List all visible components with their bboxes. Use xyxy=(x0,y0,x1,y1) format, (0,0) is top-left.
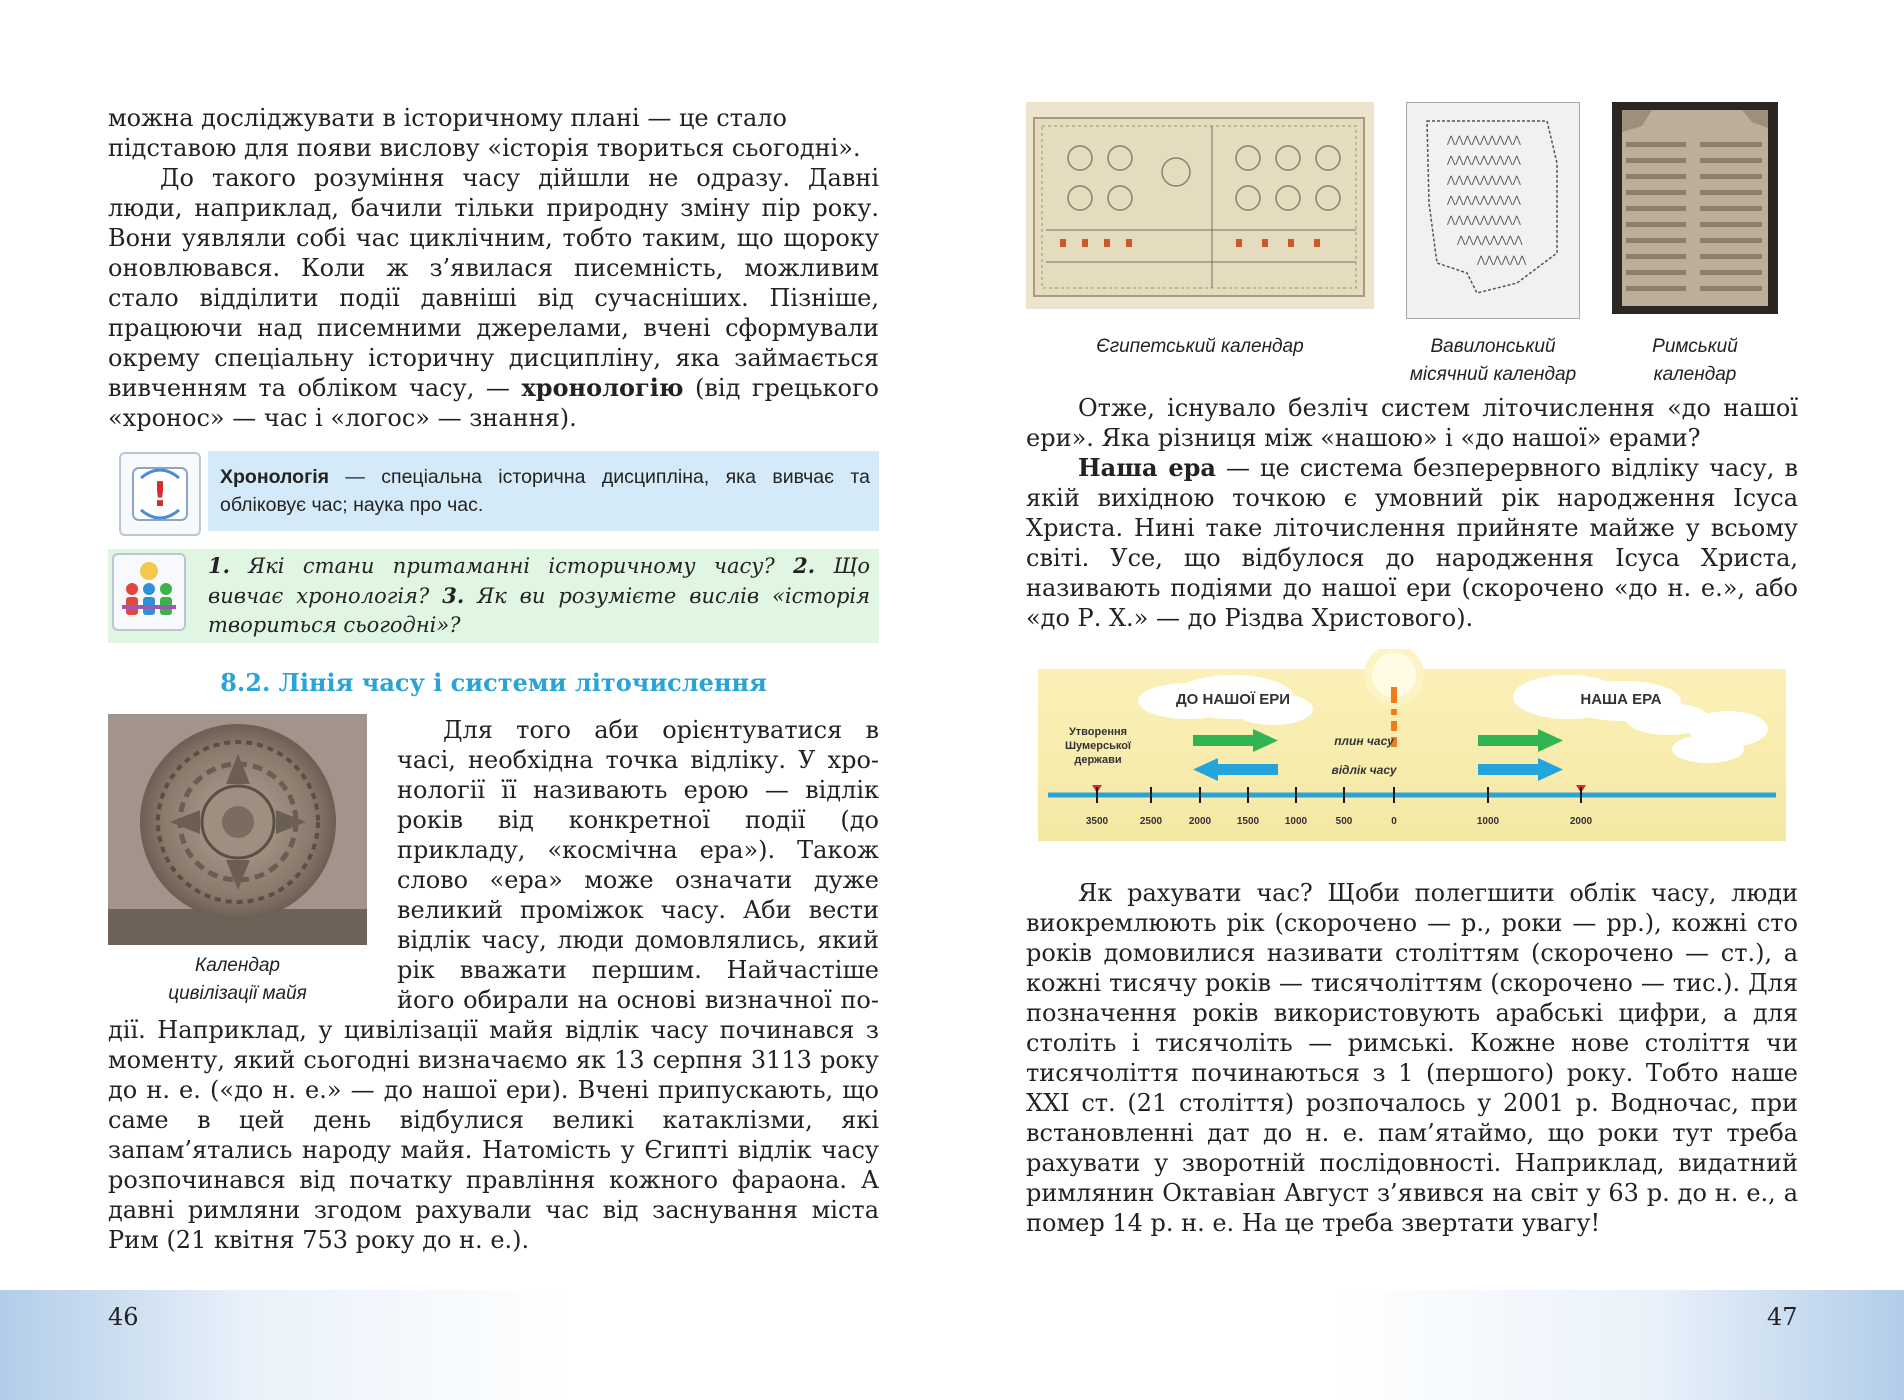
roman-caption-line-2: календар xyxy=(1653,364,1737,385)
question-2-number: 2. xyxy=(793,553,816,578)
right-page xyxy=(952,0,1904,1400)
side-line-1: Для того аби орієнтуватися в xyxy=(443,716,879,744)
page-number-left: 46 xyxy=(108,1303,139,1331)
section-heading: 8.2. Лінія часу і системи літочислення xyxy=(220,668,767,697)
side-line-4: років від конкретної події (до xyxy=(397,806,879,834)
intro-line-2: підставою для появи вислову «історія твориться сьогодні». xyxy=(108,134,861,162)
intro-line-1: можна досліджувати в історичному плані — це стало xyxy=(108,104,787,132)
question-3-number: 3. xyxy=(442,583,465,608)
maya-calendar-image xyxy=(108,714,367,945)
era-side-text xyxy=(397,715,879,1015)
egyptian-calendar-caption: Єгипетський календар xyxy=(1096,336,1304,357)
maya-caption-line-2: цивілізації майя xyxy=(168,983,307,1004)
definition-icon xyxy=(119,452,201,536)
roman-calendar-image xyxy=(1612,102,1778,314)
timeline-tick-label: 3500 xyxy=(1085,816,1109,827)
babylonian-caption-line-1: Вавилонський xyxy=(1430,336,1556,357)
side-line-6: слово «ера» може означати дуже xyxy=(397,866,879,894)
side-line-2: часі, необхідна точка відліку. У хро- xyxy=(397,746,879,774)
roman-calendar-caption xyxy=(1612,333,1778,389)
timeline-label-flow: плин часу xyxy=(1334,734,1394,748)
timeline-tick-label: 2500 xyxy=(1139,816,1163,827)
svg-text:!: ! xyxy=(152,475,168,515)
question-2: Що вивчає хронологія? xyxy=(208,554,870,608)
era-question-paragraph: Отже, існувало безліч систем літочислення «до нашої ери». Яка різниця між «нашою» і «до нашої» ерами? xyxy=(1026,394,1798,452)
side-line-9: рік вважати першим. Найчастіше xyxy=(397,956,879,984)
side-line-7: великий проміжок часу. Аби вести xyxy=(397,896,879,924)
timeline-label-bc: ДО НАШОЇ ЕРИ xyxy=(1175,691,1291,708)
intro-text xyxy=(108,103,879,433)
era-text xyxy=(1026,393,1798,633)
babylonian-calendar-image xyxy=(1406,102,1580,319)
svg-text:⋀⋀⋀⋀⋀⋀⋀⋀⋀: ⋀⋀⋀⋀⋀⋀⋀⋀⋀ xyxy=(1447,195,1521,206)
paragraph-text: До такого розуміння часу дійшли не одразу. Давні люди, наприклад, бачили тільки природну зміну пір року. Вони уявляли собі час циклічним, тобто таким, що щороку оновлювався. Коли ж з’явилася писемність, можливим стало відділити події давніші від сучасніших. Пізніше, працюючи над писемними джерелами, вчені сформували окрему спеціальну історичну дисципліну, яка займається вивченням та обліком часу, — xyxy=(108,164,879,402)
roman-caption-line-1: Римський xyxy=(1652,336,1738,357)
timeline-label-count: відлік часу xyxy=(1331,763,1397,777)
maya-era-paragraph: дії. Наприклад, у цивілізації майя відлік часу починався з моменту, який сьогодні визначаємо як 13 серпня 3113 року до н. е. («до н. е.» — до нашої ери). Вчені припускають, що саме в цей день відбулися великі катаклізми, які запам’ятались народу майя. Натомість у Єгипті відлік часу розпочинався від початку правління кожного фараона. А давні римляни згодом рахували час від заснування міста Рим (21 квітня 753 року до н. е.). xyxy=(108,1016,879,1254)
timeline-tick-label: 500 xyxy=(1335,816,1353,827)
paragraph-text-end: (від грецького «хронос» — час і «логос» — знання). xyxy=(108,374,879,432)
question-1-number: 1. xyxy=(208,553,230,578)
babylonian-calendar-caption xyxy=(1382,333,1604,389)
side-line-10: його обирали на основі визначної по- xyxy=(397,986,879,1014)
timeline-tick-label: 1500 xyxy=(1236,816,1260,827)
definition-term: Хронологія xyxy=(220,466,329,488)
timeline-tick-label: 2000 xyxy=(1569,816,1593,827)
svg-text:⋀⋀⋀⋀⋀⋀⋀⋀⋀: ⋀⋀⋀⋀⋀⋀⋀⋀⋀ xyxy=(1447,155,1521,166)
egyptian-calendar-image xyxy=(1026,102,1374,309)
definition-text xyxy=(220,463,870,519)
side-line-8: відлік часу, люди домовлялись, який xyxy=(397,926,879,954)
svg-text:⋀⋀⋀⋀⋀⋀: ⋀⋀⋀⋀⋀⋀ xyxy=(1477,255,1527,266)
timeline-label-sumer-2: Шумерської xyxy=(1064,740,1132,752)
svg-text:⋀⋀⋀⋀⋀⋀⋀⋀⋀: ⋀⋀⋀⋀⋀⋀⋀⋀⋀ xyxy=(1447,135,1521,146)
timeline-label-sumer-1: Утворення xyxy=(1068,726,1128,738)
timeline-tick-label: 0 xyxy=(1391,816,1397,827)
timeline-label-sumer-3: держави xyxy=(1074,754,1122,766)
timeline-tick-label: 1000 xyxy=(1476,816,1500,827)
maya-caption-line-1: Календар xyxy=(195,955,280,976)
timeline-tick-label: 1000 xyxy=(1284,816,1308,827)
questions-icon xyxy=(112,553,186,631)
timeline-diagram xyxy=(1038,649,1786,841)
our-era-paragraph xyxy=(1026,453,1798,633)
question-3: Як ви розумієте вислів «історія твориться сьогодні»? xyxy=(208,584,871,637)
side-line-5: прикладу, «космічна ера»). Також xyxy=(397,836,879,864)
time-counting-paragraph: Як рахувати час? Щоби полегшити облік часу, люди виокремлюють рік (скорочено — р., роки — рр.), кожні сто років домовилися називати століттям (скорочено — ст.), а кожні тисячу років — тисячоліттям (скорочено — тис.). Для позначення років використовують арабські цифри, а для століть і тисячоліть — римські. Кожне нове століття чи тисячоліття починаються з 1 (першого) року. Тобто наше XXI ст. (21 століття) розпочалось у 2001 р. Водночас, при встановленні дат до н. е. пам’ятаймо, що роки тут треба рахувати у зворотній послідовності. Наприклад, видатний римлянин Октавіан Август з’явився на світ у 63 р. до н. е., а помер 14 р. н. е. На це треба звертати увагу! xyxy=(1026,879,1798,1237)
page-number-right: 47 xyxy=(1767,1303,1798,1331)
svg-text:⋀⋀⋀⋀⋀⋀⋀⋀⋀: ⋀⋀⋀⋀⋀⋀⋀⋀⋀ xyxy=(1447,175,1521,186)
timeline-label-ad: НАША ЕРА xyxy=(1580,691,1662,708)
bold-term: хронологію xyxy=(521,373,684,402)
question-1: Які стани притаманні історичному часу? xyxy=(229,554,794,578)
svg-text:⋀⋀⋀⋀⋀⋀⋀⋀: ⋀⋀⋀⋀⋀⋀⋀⋀ xyxy=(1457,235,1523,246)
babylonian-caption-line-2: місячний календар xyxy=(1409,364,1577,385)
our-era-text: — це система безперервного відліку часу, в якій вихідною точкою є умовний рік народження Ісуса Христа. Нині таке літочислення прийняте майже у всьому світі. Усе, що відбулося до народження Ісуса Христа, називають подіями до нашої ери (скорочено «до н. е.», або «до Р. Х.» — до Різдва Христового). xyxy=(1026,454,1798,632)
definition-body: — спеціальна історична дисципліна, яка вивчає та обліковує час; наука про час. xyxy=(220,466,870,516)
chronology-paragraph xyxy=(108,163,879,433)
questions-text xyxy=(208,551,870,640)
timeline-tick-label: 2000 xyxy=(1188,816,1212,827)
our-era-term: Наша ера xyxy=(1078,453,1216,482)
side-line-3: нології її називають ерою — відлік xyxy=(397,776,879,804)
maya-caption xyxy=(108,952,367,1008)
svg-text:⋀⋀⋀⋀⋀⋀⋀⋀⋀: ⋀⋀⋀⋀⋀⋀⋀⋀⋀ xyxy=(1447,215,1521,226)
